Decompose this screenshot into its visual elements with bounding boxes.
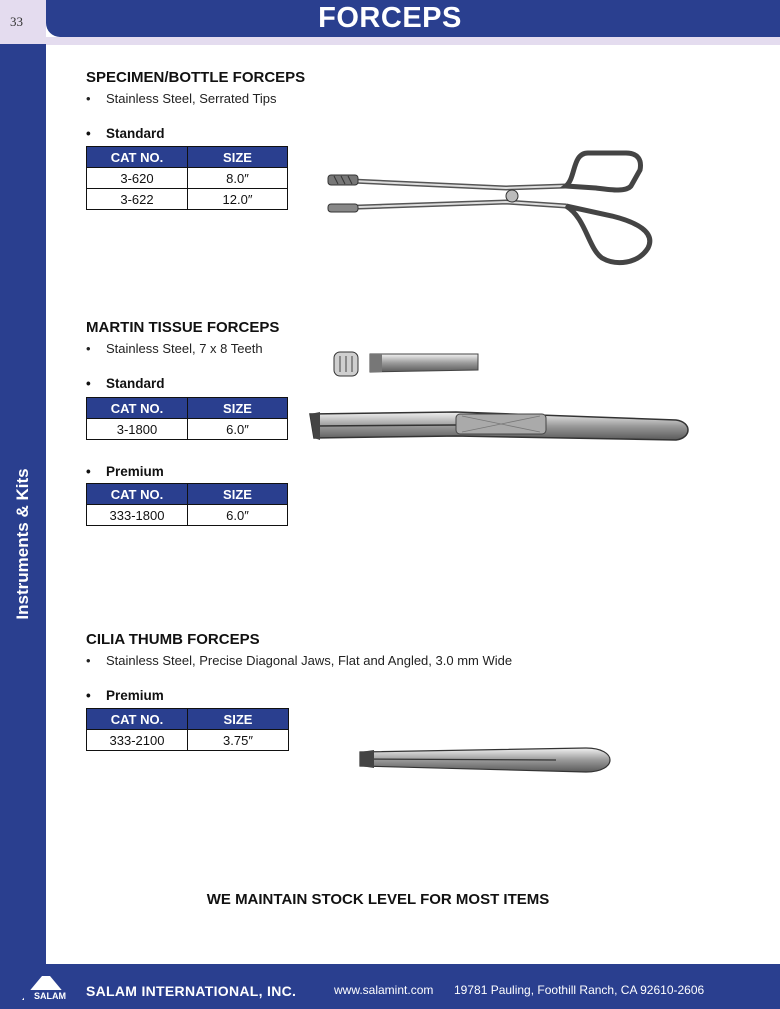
column-header-size: SIZE [188,709,289,730]
table-row [87,189,288,210]
cat-no-cell: 3-1800 [87,419,188,440]
column-header-cat-no: CAT NO. [87,484,188,505]
bottle-forceps-image [326,148,666,273]
cat-no-cell: 333-2100 [87,730,188,751]
company-name: SALAM INTERNATIONAL, INC. [86,983,297,999]
table-header-row [87,147,288,168]
stock-note: WE MAINTAIN STOCK LEVEL FOR MOST ITEMS [206,891,550,908]
cat-no-cell: 3-620 [87,168,188,189]
section-title: CILIA THUMB FORCEPS [86,631,260,648]
section-description: • Stainless Steel, Serrated Tips [86,91,277,106]
description-text: Stainless Steel, Serrated Tips [106,91,277,106]
size-cell: 6.0″ [188,419,288,440]
salam-logo-icon [20,974,80,1002]
table-row [87,505,288,526]
grade-text: Standard [106,126,165,141]
spec-table [86,483,288,526]
page-title: FORCEPS [318,2,462,34]
table-row [87,168,288,189]
grade-text: Premium [106,464,164,479]
column-header-cat-no: CAT NO. [87,147,188,168]
table-header-row [87,398,288,419]
side-label: Instruments & Kits [13,468,32,620]
size-cell: 12.0″ [188,189,288,210]
section-title: SPECIMEN/BOTTLE FORCEPS [86,69,306,86]
grade-label: • Premium [86,464,164,479]
column-header-size: SIZE [188,398,288,419]
grade-label: • Premium [86,688,164,703]
grade-text: Premium [106,688,164,703]
grade-text: Standard [106,376,165,391]
tissue-forceps-image [306,348,696,448]
description-text: Stainless Steel, Precise Diagonal Jaws, Flat and Angled, 3.0 mm Wide [106,653,513,668]
size-cell: 6.0″ [188,505,288,526]
cat-no-cell: 333-1800 [87,505,188,526]
table-row [87,730,289,751]
column-header-size: SIZE [188,147,288,168]
grade-label: • Standard [86,126,165,141]
table-header-row [87,709,289,730]
column-header-size: SIZE [188,484,288,505]
column-header-cat-no: CAT NO. [87,709,188,730]
cat-no-cell: 3-622 [87,189,188,210]
size-cell: 3.75″ [188,730,289,751]
page-number: 33 [10,14,23,29]
cilia-forceps-image [356,744,622,780]
company-address: 19781 Pauling, Foothill Ranch, CA 92610-2606 [454,983,705,997]
spec-table [86,146,288,210]
section-title: MARTIN TISSUE FORCEPS [86,319,280,336]
description-text: Stainless Steel, 7 x 8 Teeth [106,341,263,356]
table-header-row [87,484,288,505]
section-description: • Stainless Steel, Precise Diagonal Jaws, Flat and Angled, 3.0 mm Wide [86,653,513,668]
table-row [87,419,288,440]
logo-text: SALAM [34,991,66,1001]
header-underline [46,37,780,45]
spec-table [86,397,288,440]
side-bar [0,44,46,964]
spec-table [86,708,289,751]
size-cell: 8.0″ [188,168,288,189]
section-description: • Stainless Steel, 7 x 8 Teeth [86,341,263,356]
column-header-cat-no: CAT NO. [87,398,188,419]
grade-label: • Standard [86,376,165,391]
website-link[interactable]: www.salamint.com [334,983,434,997]
